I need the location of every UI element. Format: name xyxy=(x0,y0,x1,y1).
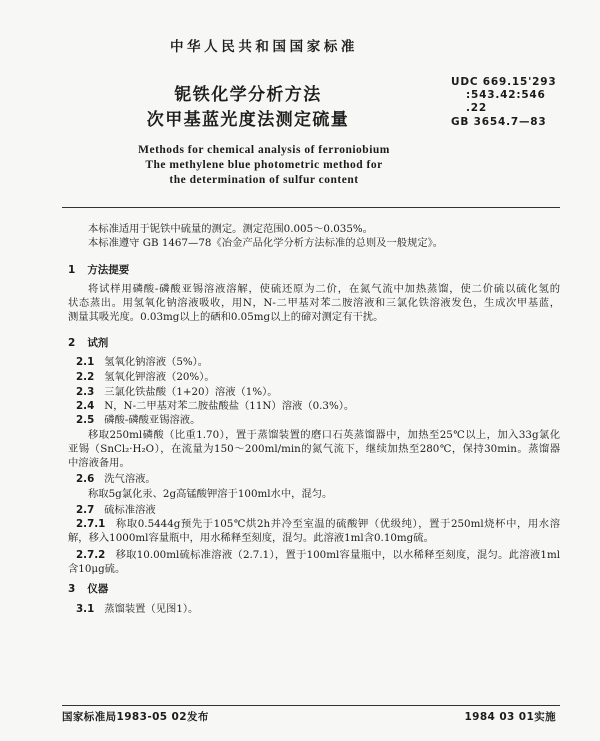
item-number: 2.6 xyxy=(76,473,95,485)
header-divider xyxy=(62,207,560,208)
item-text: 称取0.5444g预先于105℃烘2h并冷至室温的硫酸钾（优级纯），置于250ml烧杯中，用水溶 xyxy=(115,518,560,530)
item-text: 氢氧化钾溶液（20%）。 xyxy=(104,371,215,383)
scope-compliance: 本标准遵守 GB 1467—78《冶金产品化学分析方法标准的总则及一般规定》。 xyxy=(88,237,444,249)
english-title-line-1: Methods for chemical analysis of ferroniobium xyxy=(138,144,390,156)
section-number: 2 xyxy=(68,337,76,349)
item-number: 2.3 xyxy=(76,386,95,398)
scope-applicability: 本标准适用于铌铁中硫量的测定。测定范围0.005～0.035%。 xyxy=(88,223,373,235)
section-title: 试剂 xyxy=(87,337,109,349)
method-summary-line: 测量其吸光度。0.03mg以上的硒和0.05mg以上的碲对测定有干扰。 xyxy=(68,311,384,323)
reagent-item-2-1 xyxy=(76,355,208,369)
item-number: 2.7 xyxy=(76,504,95,516)
national-standard-header: 中华人民共和国国家标准 xyxy=(169,39,359,55)
reagent-item-2-5 xyxy=(76,413,200,427)
standard-title-line-1: 铌铁化学分析方法 xyxy=(174,85,322,105)
section-number: 3 xyxy=(68,583,76,595)
reagent-item-2-6 xyxy=(76,472,156,486)
method-summary-line: 状态蒸出。用氢氧化钠溶液吸收，用N，N-二甲基对苯二胺溶液和三氯化铁溶液发色，生成次甲基蓝， xyxy=(68,297,560,309)
section-title: 仪器 xyxy=(87,583,109,595)
section-3-heading xyxy=(68,582,108,596)
reagent-item-2-7-1 xyxy=(76,517,560,531)
reagent-2-7-1-description-line: 解，移入1000ml容量瓶中，用水稀释至刻度，混匀。此溶液1ml含0.10mg硫。 xyxy=(68,532,434,544)
item-text: 氢氧化钠溶液（5%）。 xyxy=(104,356,209,368)
apparatus-item-3-1 xyxy=(76,602,198,616)
item-text: 洗气溶液。 xyxy=(104,473,156,485)
item-text: 磷酸-磷酸亚锡溶液。 xyxy=(104,414,201,426)
footer-divider xyxy=(62,705,560,706)
section-number: 1 xyxy=(68,264,76,276)
section-2-heading xyxy=(68,336,108,350)
reagent-item-2-2 xyxy=(76,370,215,384)
reagent-item-2-7 xyxy=(76,503,156,517)
item-number: 2.4 xyxy=(76,400,95,412)
udc-code: UDC 669.15'293 xyxy=(451,76,557,88)
item-number: 2.5 xyxy=(76,414,95,426)
udc-code-continued-2: .22 xyxy=(466,102,488,114)
item-number: 2.1 xyxy=(76,356,95,368)
item-text: 移取10.00ml硫标准溶液（2.7.1），置于100ml容量瓶中，以水稀释至刻度，混匀。此溶液1ml xyxy=(115,549,560,561)
reagent-item-2-7-2 xyxy=(76,548,560,562)
reagent-2-5-description-line: 中溶液备用。 xyxy=(68,457,130,469)
reagent-item-2-4 xyxy=(76,399,354,413)
reagent-2-5-description-line: 移取250ml磷酸（比重1.70），置于蒸馏装置的磨口石英蒸馏器中，加热至25℃以上，加入33g氯化 xyxy=(88,429,560,441)
reagent-2-5-description-line: 亚锡（SnCl₂·H₂O），在流量为150～200ml/min的氮气流下，继续加热至280℃，保持30min。蒸馏器 xyxy=(68,443,560,455)
section-title: 方法提要 xyxy=(87,264,130,276)
english-title-line-3: the determination of sulfur content xyxy=(169,174,359,186)
item-text: 三氯化铁盐酸（1+20）溶液（1%）。 xyxy=(104,386,278,398)
gb-standard-number: GB 3654.7—83 xyxy=(451,116,547,128)
reagent-item-2-3 xyxy=(76,385,278,399)
item-text: N，N-二甲基对苯二胺盐酸盐（11N）溶液（0.3%）。 xyxy=(104,400,355,412)
item-number: 3.1 xyxy=(76,603,95,615)
standard-title-line-2: 次甲基蓝光度法测定硫量 xyxy=(146,110,350,130)
reagent-2-7-2-description-line: 含10μg硫。 xyxy=(68,563,126,575)
item-text: 硫标准溶液 xyxy=(104,504,156,516)
english-title-line-2: The methylene blue photometric method for xyxy=(145,159,383,171)
item-number: 2.7.2 xyxy=(76,549,106,561)
item-number: 2.7.1 xyxy=(76,518,106,530)
section-1-heading xyxy=(68,263,129,277)
effective-date: 1984 03 01实施 xyxy=(464,711,556,723)
item-text: 蒸馏装置（见图1）。 xyxy=(104,603,199,615)
issue-date: 国家标准局1983-05 02发布 xyxy=(62,711,209,723)
udc-code-continued-1: :543.42:546 xyxy=(466,89,546,101)
method-summary-line: 将试样用磷酸-磷酸亚锡溶液溶解，使硫还原为二价，在氮气流中加热蒸馏，使二价硫以硫化氢的 xyxy=(88,283,560,295)
item-number: 2.2 xyxy=(76,371,95,383)
reagent-2-6-description-line: 称取5g氯化汞、2g高锰酸钾溶于100ml水中，混匀。 xyxy=(88,488,333,500)
